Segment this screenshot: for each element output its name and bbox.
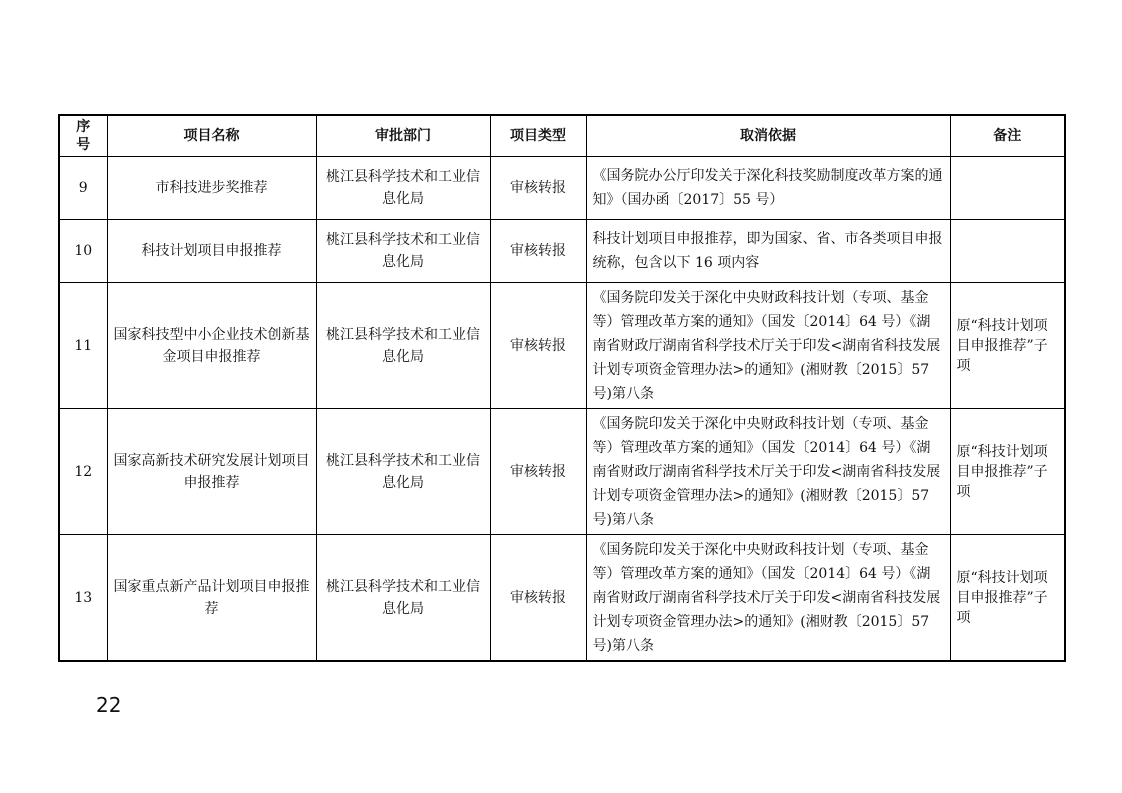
row-approval-dept: 桃江县科学技术和工业信息化局 — [316, 157, 490, 220]
row-project-name: 市科技进步奖推荐 — [107, 157, 316, 220]
header-seq-line1: 序 — [76, 119, 91, 135]
row-cancel-basis: 《国务院办公厅印发关于深化科技奖励制度改革方案的通知》（国办函〔2017〕55 号） — [586, 157, 950, 220]
row-project-type: 审核转报 — [490, 157, 586, 220]
table-row — [59, 157, 1065, 220]
page-number: 22 — [96, 693, 122, 717]
row-project-name: 国家高新技术研究发展计划项目申报推荐 — [107, 409, 316, 535]
row-remarks: 原“科技计划项目申报推荐”子项 — [950, 283, 1065, 409]
header-project-type: 项目类型 — [490, 115, 586, 157]
row-project-type: 审核转报 — [490, 409, 586, 535]
row-cancel-basis: 《国务院印发关于深化中央财政科技计划（专项、基金等）管理改革方案的通知》（国发〔2014〕64 号）《湖南省财政厅湖南省科学技术厅关于印发<湖南省科技发展计划专项资金管理办法>的通知》(湘财教〔2015〕57 号)第八条 — [586, 409, 950, 535]
row-cancel-basis: 科技计划项目申报推荐，即为国家、省、市各类项目申报统称，包含以下 16 项内容 — [586, 220, 950, 283]
row-remarks: 原“科技计划项目申报推荐”子项 — [950, 535, 1065, 662]
row-project-type: 审核转报 — [490, 220, 586, 283]
row-project-type: 审核转报 — [490, 283, 586, 409]
header-seq-line2: 号 — [76, 137, 91, 153]
row-remarks — [950, 220, 1065, 283]
row-remarks — [950, 157, 1065, 220]
table-row — [59, 283, 1065, 409]
row-approval-dept: 桃江县科学技术和工业信息化局 — [316, 283, 490, 409]
row-approval-dept: 桃江县科学技术和工业信息化局 — [316, 220, 490, 283]
header-project-name: 项目名称 — [107, 115, 316, 157]
row-cancel-basis: 《国务院印发关于深化中央财政科技计划（专项、基金等）管理改革方案的通知》（国发〔2014〕64 号）《湖南省财政厅湖南省科学技术厅关于印发<湖南省科技发展计划专项资金管理办法>的通知》(湘财教〔2015〕57 号)第八条 — [586, 283, 950, 409]
row-seq: 13 — [59, 535, 107, 662]
table-row — [59, 220, 1065, 283]
row-approval-dept: 桃江县科学技术和工业信息化局 — [316, 535, 490, 662]
header-remarks: 备注 — [950, 115, 1065, 157]
row-project-name: 国家科技型中小企业技术创新基金项目申报推荐 — [107, 283, 316, 409]
table-row — [59, 409, 1065, 535]
table-row — [59, 535, 1065, 662]
header-approval-dept: 审批部门 — [316, 115, 490, 157]
row-remarks: 原“科技计划项目申报推荐”子项 — [950, 409, 1065, 535]
header-seq — [59, 115, 107, 157]
row-seq: 12 — [59, 409, 107, 535]
row-seq: 10 — [59, 220, 107, 283]
row-seq: 9 — [59, 157, 107, 220]
row-project-type: 审核转报 — [490, 535, 586, 662]
row-project-name: 国家重点新产品计划项目申报推荐 — [107, 535, 316, 662]
row-seq: 11 — [59, 283, 107, 409]
row-project-name: 科技计划项目申报推荐 — [107, 220, 316, 283]
row-approval-dept: 桃江县科学技术和工业信息化局 — [316, 409, 490, 535]
row-cancel-basis: 《国务院印发关于深化中央财政科技计划（专项、基金等）管理改革方案的通知》（国发〔2014〕64 号）《湖南省财政厅湖南省科学技术厅关于印发<湖南省科技发展计划专项资金管理办法>的通知》(湘财教〔2015〕57 号)第八条 — [586, 535, 950, 662]
table-header-row — [59, 115, 1065, 157]
header-cancel-basis: 取消依据 — [586, 115, 950, 157]
approval-items-table — [58, 114, 1066, 662]
